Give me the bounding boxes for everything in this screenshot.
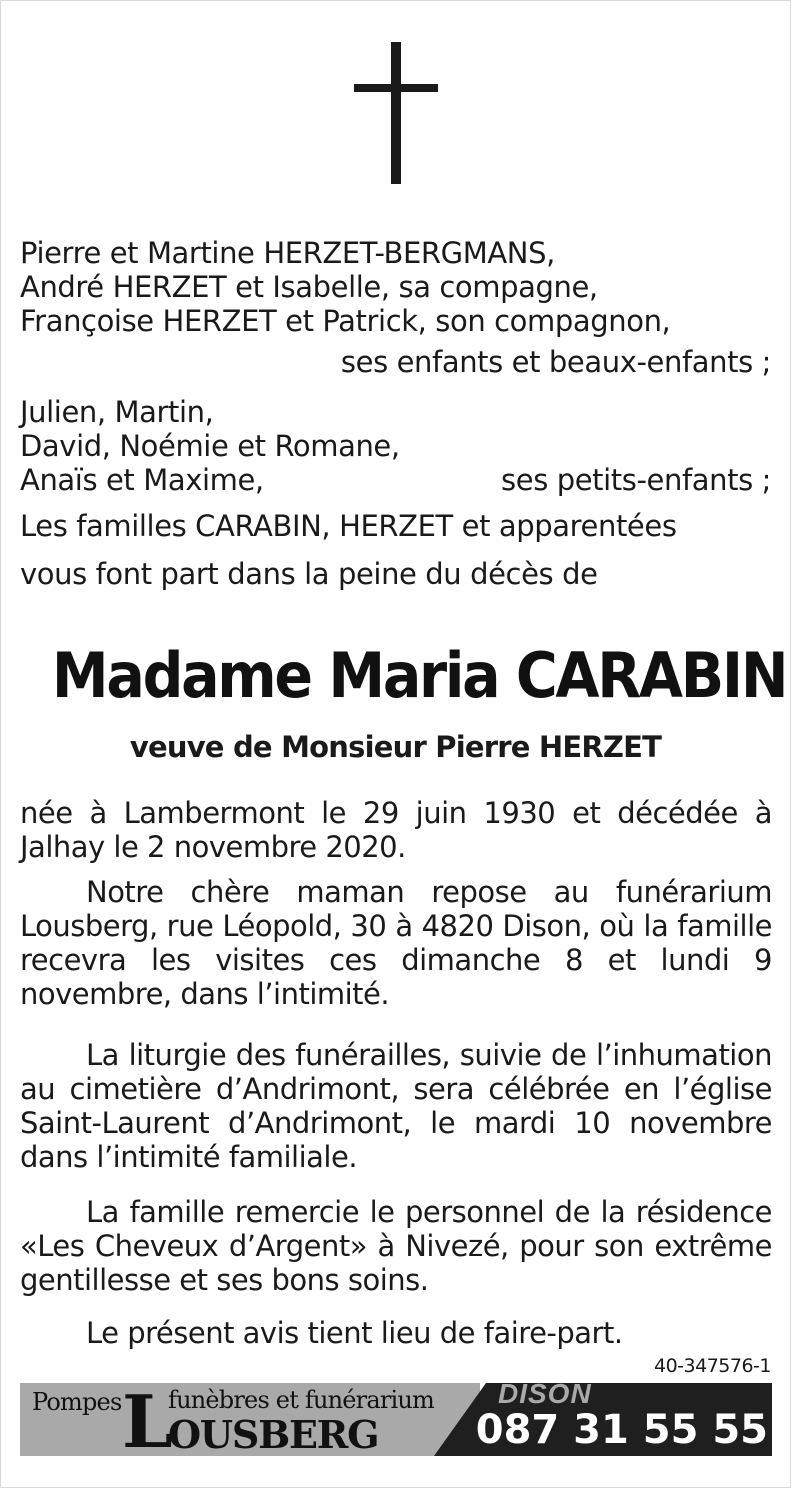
family-line-5: Julien, Martin,	[20, 395, 214, 429]
deceased-name: Madame Maria CARABIN	[51, 639, 787, 712]
family-line-8: Les familles CARABIN, HERZET et apparentées	[20, 509, 677, 543]
paragraph-thanks-text: La famille remercie le personnel de la résidence «Les Cheveux d’Argent» à Nivezé, pour son extrême gentillesse et ses bons soins.	[20, 1195, 772, 1297]
family-role-grandchildren: ses petits-enfants ;	[501, 463, 771, 497]
logo-letter: L	[122, 1383, 173, 1456]
family-line-6: David, Noémie et Romane,	[20, 429, 400, 463]
banner-phone: 087 31 55 55	[475, 1407, 768, 1453]
banner-city: DISON	[498, 1383, 592, 1409]
paragraph-liturgy-text: La liturgie des funérailles, suivie de l’inhumation au cimetière d’Andrimont, sera célébrée en l’église Saint-Laurent d’Andrimont, le mardi 10 novembre dans l’intimité familiale.	[20, 1038, 772, 1174]
paragraph-liturgy	[20, 1038, 772, 1174]
paragraph-faire-part	[20, 1316, 772, 1350]
banner-funebres: funèbres et funérarium	[168, 1386, 435, 1414]
logo-name: OUSBERG	[168, 1412, 379, 1456]
reference-number: 40-347576-1	[653, 1355, 771, 1377]
paragraph-repose-text: Notre chère maman repose au funérarium Lousberg, rue Léopold, 30 à 4820 Dison, où la famille recevra les visites ces dimanche 8 et lundi 9 novembre, dans l’intimité.	[20, 875, 772, 1011]
family-line-9: vous font part dans la peine du décès de	[20, 557, 598, 591]
funeral-home-banner	[20, 1383, 772, 1456]
banner-pompes: Pompes	[32, 1388, 122, 1416]
family-line-2: André HERZET et Isabelle, sa compagne,	[20, 270, 598, 304]
paragraph-thanks	[20, 1195, 772, 1297]
deceased-subtitle: veuve de Monsieur Pierre HERZET	[129, 730, 662, 764]
birth-death-text: née à Lambermont le 29 juin 1930 et décédée à Jalhay le 2 novembre 2020.	[20, 796, 772, 864]
family-line-1: Pierre et Martine HERZET-BERGMANS,	[20, 236, 555, 270]
paragraph-faire-part-text: Le présent avis tient lieu de faire-part.	[86, 1316, 623, 1350]
family-role-children: ses enfants et beaux-enfants ;	[340, 345, 771, 379]
family-line-7: Anaïs et Maxime,	[20, 463, 264, 497]
paragraph-repose	[20, 875, 772, 1011]
family-line-3: Françoise HERZET et Patrick, son compagnon,	[20, 304, 671, 338]
